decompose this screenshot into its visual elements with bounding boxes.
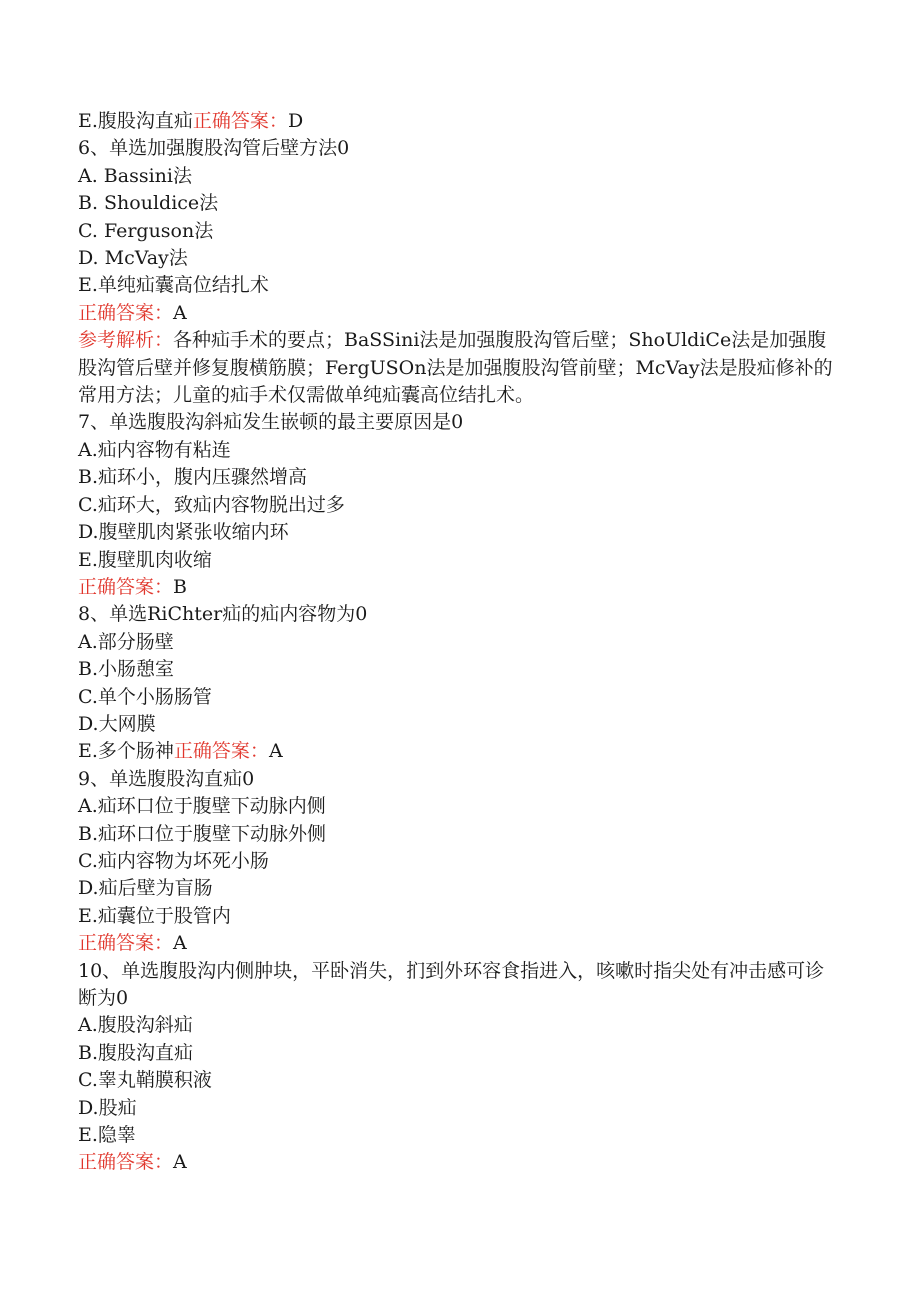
q9-option-d: D.疝后壁为盲肠	[78, 877, 213, 900]
q6-analysis-label: 参考解析：	[78, 329, 174, 352]
q10-option-a: A.腹股沟斜疝	[78, 1014, 193, 1037]
q8-option-d: D.大网膜	[78, 712, 156, 735]
q8-option-e-line	[78, 738, 838, 765]
q6-option-e: E.单纯疝囊高位结扎术	[78, 274, 269, 297]
q8-option-a: A.部分肠壁	[78, 630, 174, 653]
q7-option-e: E.腹壁肌肉收缩	[78, 548, 212, 571]
q9-option-e: E.疝囊位于股管内	[78, 904, 231, 927]
q5-answer-label: 正确答案：	[192, 110, 288, 132]
q10-question: 10、单选腹股沟内侧肿块，平卧消失，扪到外环容食指进入，咳嗽时指尖处有冲击感可诊断为0	[78, 959, 825, 1009]
q8-option-b: B.小肠憩室	[78, 658, 175, 681]
q10-option-b: B.腹股沟直疝	[78, 1041, 194, 1064]
q9-option-a: A.疝环口位于腹壁下动脉内侧	[78, 795, 326, 818]
q9-answer-line	[78, 930, 838, 957]
q9-answer-value: A	[173, 932, 187, 955]
q7-answer-label: 正确答案：	[78, 575, 174, 598]
q5-answer-value: D	[287, 110, 304, 132]
q6-answer-value: A	[173, 301, 187, 324]
q7-answer-value: B	[173, 575, 187, 598]
q6-question: 6、单选加强腹股沟管后壁方法0	[78, 137, 350, 160]
q6-option-c: C. Ferguson法	[78, 219, 214, 242]
q10-option-e: E.隐睾	[78, 1124, 136, 1147]
q10-answer-line	[78, 1149, 838, 1176]
q5-option-e: E.腹股沟直疝	[78, 110, 193, 132]
q7-option-b: B.疝环小，腹内压骤然增高	[78, 466, 308, 489]
q6-answer-label: 正确答案：	[78, 301, 174, 324]
q6-analysis	[78, 327, 838, 409]
q9-option-b: B.疝环口位于腹壁下动脉外侧	[78, 822, 327, 845]
q6-option-d: D. McVay法	[78, 247, 188, 270]
q10-option-c: C.睾丸鞘膜积液	[78, 1069, 212, 1092]
q6-option-a: A. Bassini法	[78, 164, 192, 187]
q9-answer-label: 正确答案：	[78, 932, 174, 955]
q6-answer-line	[78, 300, 838, 327]
q9-option-c: C.疝内容物为坏死小肠	[78, 849, 269, 872]
q8-answer-label: 正确答案：	[173, 740, 269, 763]
q8-option-e: E.多个肠神	[78, 740, 174, 763]
q10-answer-value: A	[173, 1151, 187, 1174]
q6-option-b: B. Shouldice法	[78, 192, 219, 215]
exam-page	[78, 108, 838, 1177]
q10-answer-label: 正确答案：	[78, 1151, 174, 1174]
q10-option-d: D.股疝	[78, 1096, 137, 1119]
q8-answer-value: A	[268, 740, 283, 763]
q7-option-a: A.疝内容物有粘连	[78, 438, 231, 461]
q6-analysis-text: 各种疝手术的要点；BaSSini法是加强腹股沟管后壁；ShoUldiCe法是加强腹股沟管后壁并修复腹横筋膜；FergUSOn法是加强腹股沟管前壁；McVay法是股疝修补的常用方法；儿童的疝手术仅需做单纯疝囊高位结扎术。	[78, 329, 833, 407]
q5-option-e-line	[78, 108, 838, 135]
q7-answer-line	[78, 574, 838, 601]
q7-question: 7、单选腹股沟斜疝发生嵌顿的最主要原因是0	[78, 411, 464, 434]
q9-question: 9、单选腹股沟直疝0	[78, 767, 255, 790]
q8-option-c: C.单个小肠肠管	[78, 685, 212, 708]
q7-option-d: D.腹壁肌肉紧张收缩内环	[78, 521, 289, 544]
q8-question: 8、单选RiChter疝的疝内容物为0	[78, 603, 368, 626]
q7-option-c: C.疝环大，致疝内容物脱出过多	[78, 493, 345, 516]
